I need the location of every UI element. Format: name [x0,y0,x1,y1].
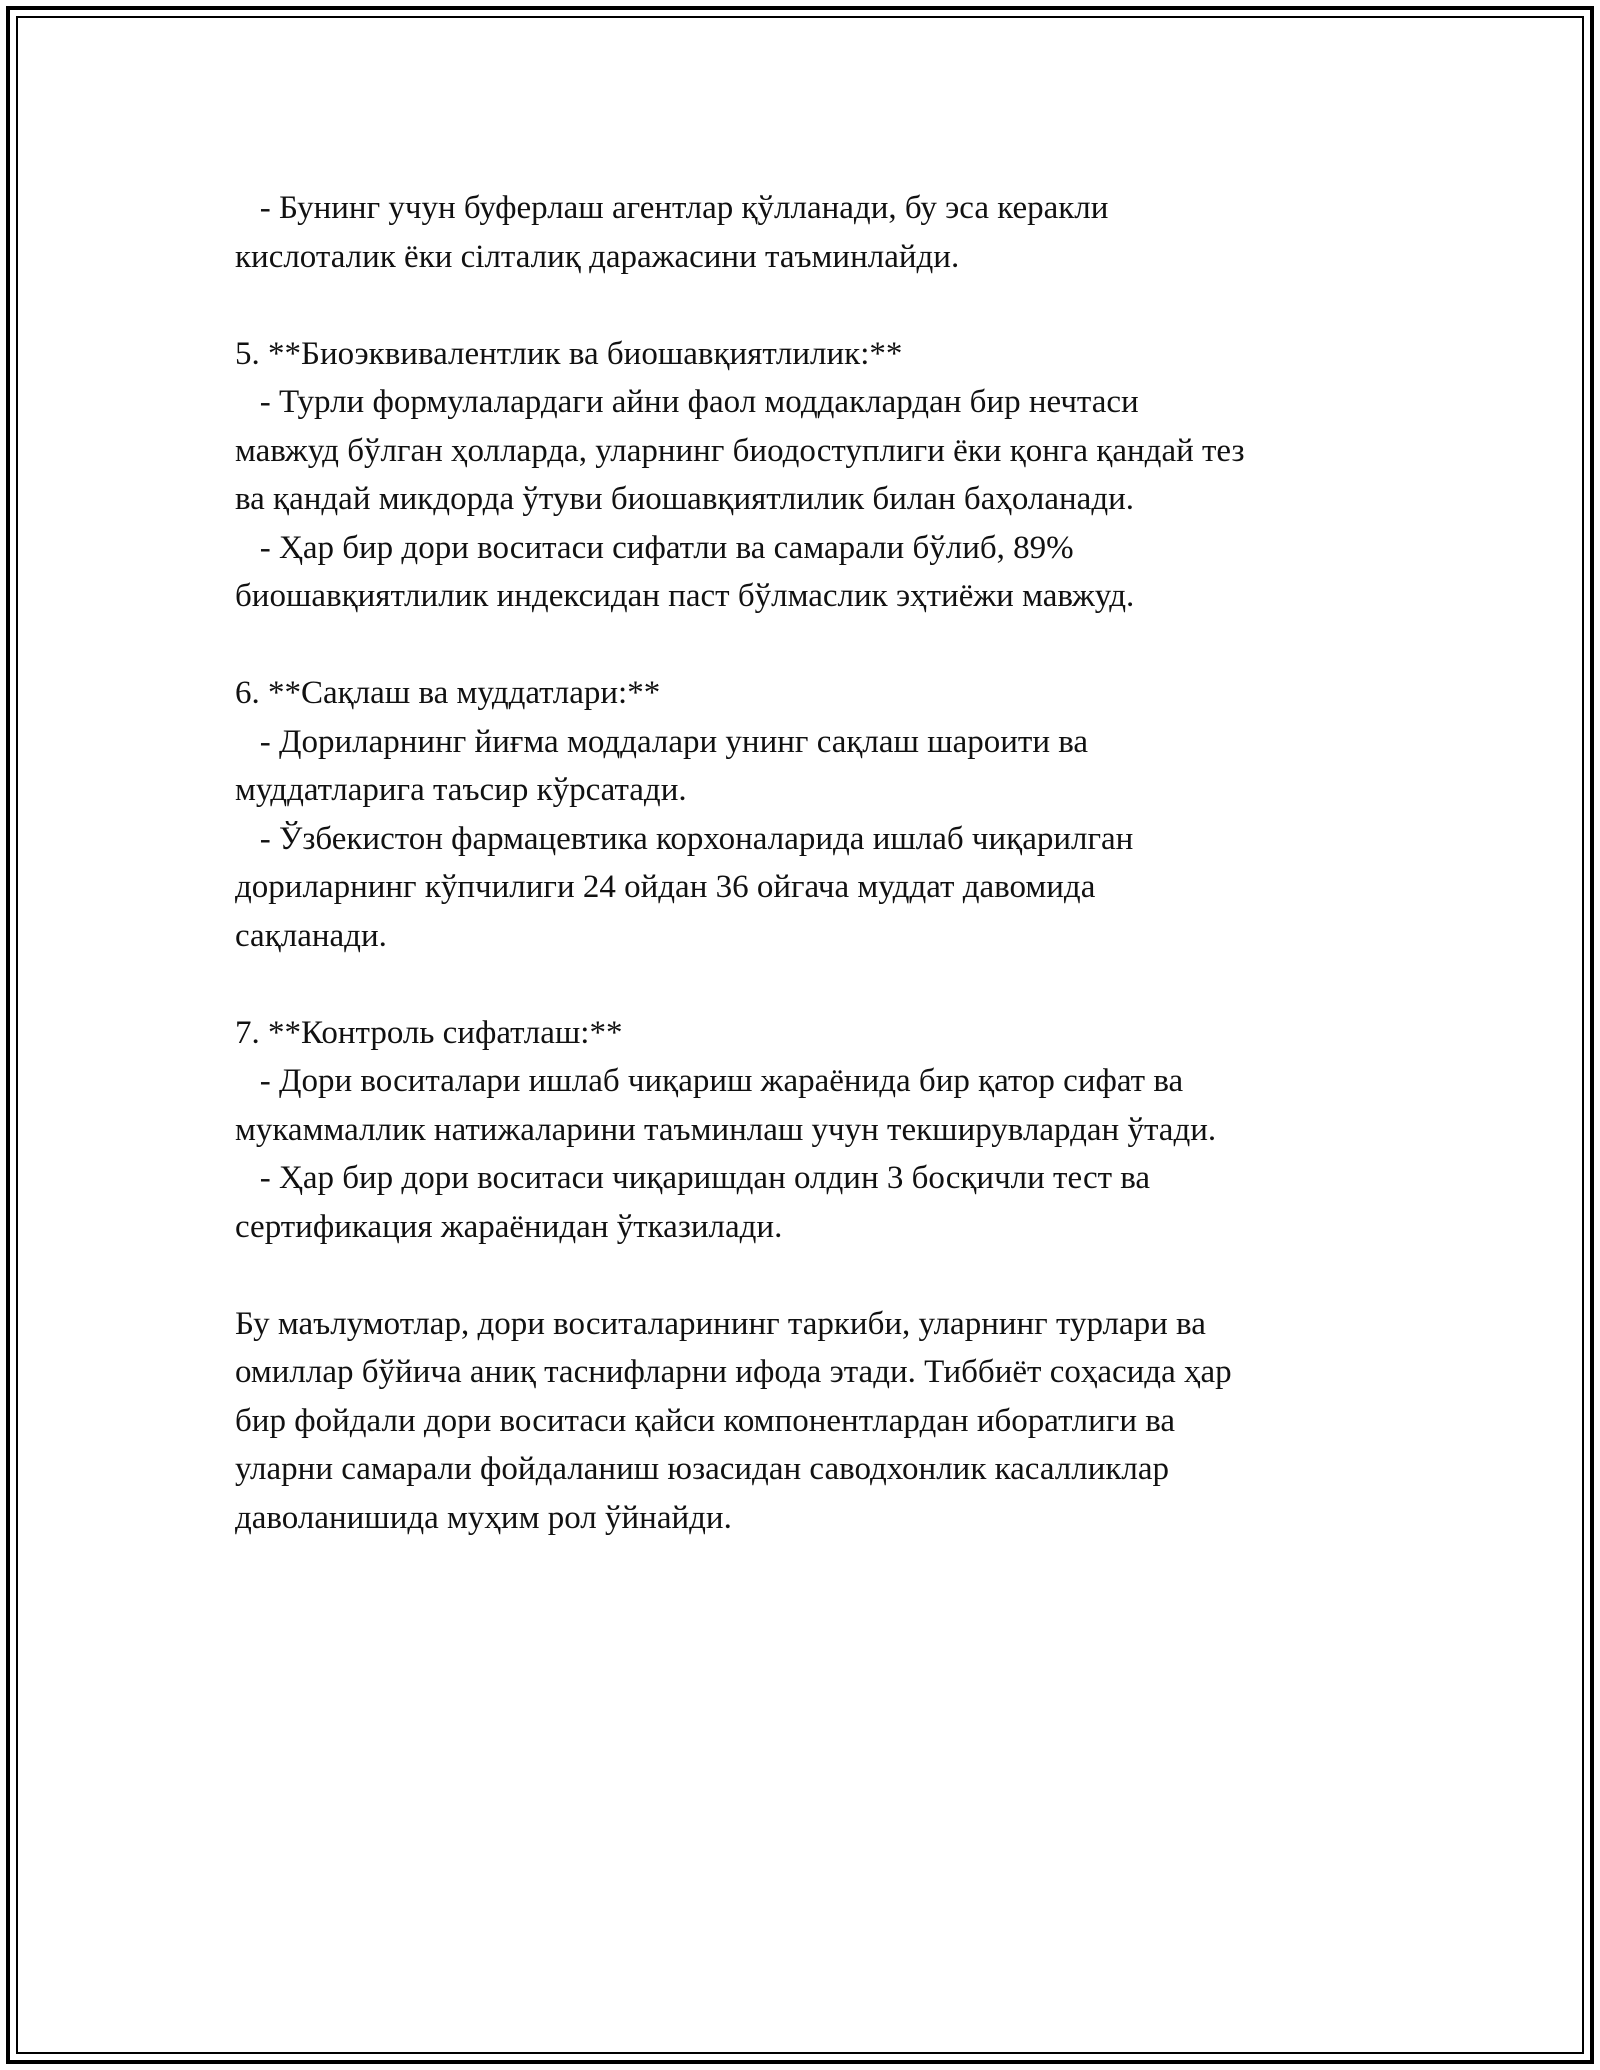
blank-line [235,960,1375,1009]
text-line: - Турли формулалардаги айни фаол моддаклардан бир нечтаси [235,384,1139,420]
text-line: сертификация жараёнидан ўтказилади. [235,1208,783,1245]
text-line: уларни самарали фойдаланиш юзасидан саводхонлик касалликлар [235,1451,1170,1487]
text-line: мукаммаллик натижаларини таъминлаш учун текширувлардан ўтади. [235,1111,1217,1148]
text-line: мавжуд бўлган ҳолларда, уларнинг биодоступлиги ёки қонга қандай тез [235,432,1245,469]
text-line: биошавқиятлилик индексидан паст бўлмаслик эҳтиёжи мавжуд. [235,578,1135,614]
section-heading: 7. **Контроль сифатлаш:** [235,1014,623,1051]
text-line: - Бунинг учун буферлаш агентлар қўлланади, бу эса керакли [235,190,1109,226]
text-line: муддатларига таъсир кўрсатади. [235,772,687,808]
text-line: - Дориларнинг йиғма моддалари унинг сақлаш шароити ва [235,723,1089,760]
blank-line [235,281,1375,330]
section-heading: 5. **Биоэквивалентлик ва биошавқиятлилик:** [235,335,903,372]
text-line: дориларнинг кўпчилиги 24 ойдан 36 ойгача муддат давомида [235,869,1096,905]
text-line: - Ҳар бир дори воситаси сифатли ва самарали бўлиб, 89% [235,529,1074,566]
text-line: сақланади. [235,917,387,954]
text-line: омиллар бўйича аниқ таснифларни ифода этади. Тиббиёт соҳасида ҳар [235,1354,1232,1390]
text-line: - Ҳар бир дори воситаси чиқаришдан олдин 3 босқичли тест ва [235,1160,1151,1196]
text-line: бир фойдали дори воситаси қайси компонентлардан иборатлиги ва [235,1402,1176,1439]
text-line: ва қандай микдорда ўтуви биошавқиятлилик билан баҳоланади. [235,481,1135,517]
section-heading: 6. **Сақлаш ва муддатлари:** [235,675,661,711]
text-line: - Ўзбекистон фармацевтика корхоналарида ишлаб чиқарилган [235,820,1134,857]
blank-line [235,1251,1375,1300]
blank-line [235,621,1375,670]
text-line: - Дори воситалари ишлаб чиқариш жараёнида бир қатор сифат ва [235,1063,1184,1099]
text-line: кислоталик ёки сілталиқ даражасини таъминлайди. [235,238,960,275]
text-line: даволанишида муҳим рол ўйнайди. [235,1499,732,1536]
text-line: Бу маълумотлар, дори воситаларининг таркиби, уларнинг турлари ва [235,1305,1206,1342]
document-body [235,184,1375,1542]
